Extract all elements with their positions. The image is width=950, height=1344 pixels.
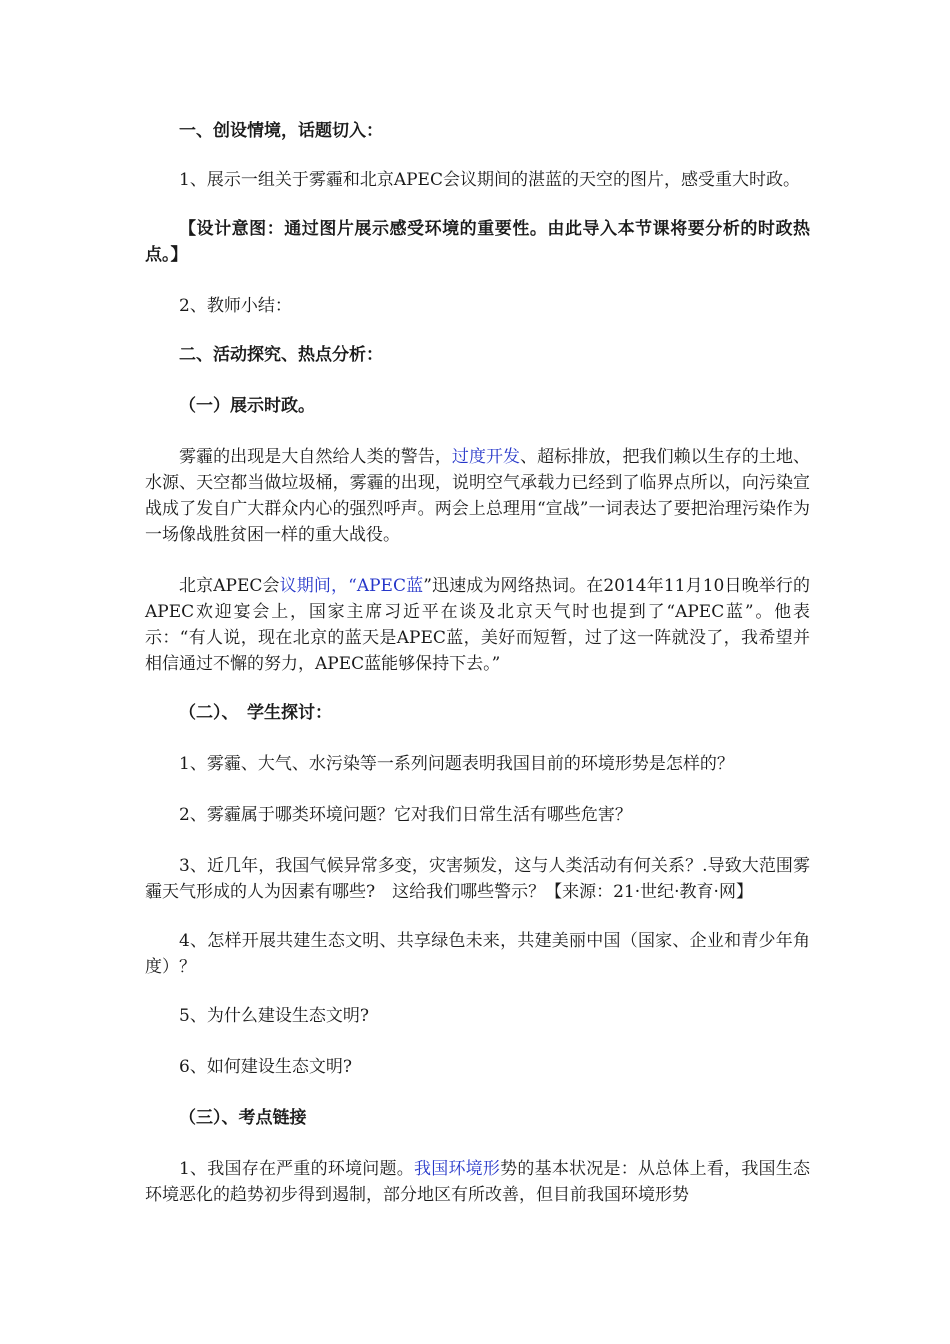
paragraph-2: 2、教师小结： bbox=[179, 296, 292, 316]
section-heading-1: 一、创设情境，话题切入： bbox=[179, 121, 383, 141]
paragraph-environment-situation bbox=[145, 1156, 810, 1208]
subheading-current-affairs: （一）展示时政。 bbox=[179, 396, 315, 416]
question-5: 5、为什么建设生态文明? bbox=[179, 1006, 369, 1026]
section-heading-2: 二、活动探究、热点分析： bbox=[179, 345, 383, 365]
question-1: 1、雾霾、大气、水污染等一系列问题表明我国目前的环境形势是怎样的？ bbox=[179, 754, 734, 774]
question-4: 4、怎样开展共建生态文明、共享绿色未来，共建美丽中国（国家、企业和青少年角度）？ bbox=[145, 931, 810, 977]
paragraph-1: 1、展示一组关于雾霾和北京APEC会议期间的湛蓝的天空的图片，感受重大时政。 bbox=[179, 170, 800, 190]
link-apec-blue[interactable]: 议期间，“APEC蓝 bbox=[279, 576, 424, 596]
paragraph-apec-text: 北京APEC会 bbox=[179, 576, 280, 596]
paragraph-apec-text-cont: ”迅速成为网络热词。在2014年11月10日晚举行的APEC欢迎宴会上，国家主席习近平在谈及北京天气时也提到了“APEC蓝”。他表示：“有人说，现在北京的蓝天是APEC蓝，美好而短暂，过了这一阵就没了，我希望并相信通过不懈的努力，APEC蓝能够保持下去。” bbox=[145, 576, 810, 674]
design-intent-note: 【设计意图：通过图片展示感受环境的重要性。由此导入本节课将要分析的时政热点。】 bbox=[145, 219, 810, 265]
question-3: 3、近几年，我国气候异常多变，灾害频发，这与人类活动有何关系？.导致大范围雾霾天气形成的人为因素有哪些? 这给我们哪些警示？【来源：21·世纪·教育·网】 bbox=[145, 856, 810, 902]
paragraph-smog bbox=[145, 444, 810, 548]
paragraph-apec bbox=[145, 573, 810, 677]
link-environment-situation[interactable]: 我国环境形 bbox=[414, 1159, 501, 1179]
paragraph-env-text-cont: 势的基本状况是：从总体上看，我国生态环境恶化的趋势初步得到遏制，部分地区有所改善，但目前我国环境形势 bbox=[145, 1159, 810, 1205]
link-overdevelopment[interactable]: 过度开发 bbox=[451, 447, 521, 467]
question-2: 2、雾霾属于哪类环境问题？它对我们日常生活有哪些危害？ bbox=[179, 805, 632, 825]
question-6: 6、如何建设生态文明? bbox=[179, 1057, 352, 1077]
subheading-exam-links: （三）、考点链接 bbox=[179, 1108, 307, 1128]
paragraph-smog-text-cont: 、超标排放，把我们赖以生存的土地、水源、天空都当做垃圾桶，雾霾的出现，说明空气承载力已经到了临界点所以，向污染宣战成了发自广大群众内心的强烈呼声。两会上总理用“宣战”一词表达了要把治理污染作为一场像战胜贫困一样的重大战役。 bbox=[145, 447, 811, 545]
document-body bbox=[145, 118, 810, 1208]
paragraph-env-text: 1、我国存在严重的环境问题。 bbox=[179, 1159, 414, 1179]
paragraph-smog-text: 雾霾的出现是大自然给人类的警告， bbox=[179, 447, 452, 467]
subheading-student-discussion: （二）、 学生探讨： bbox=[179, 703, 332, 723]
